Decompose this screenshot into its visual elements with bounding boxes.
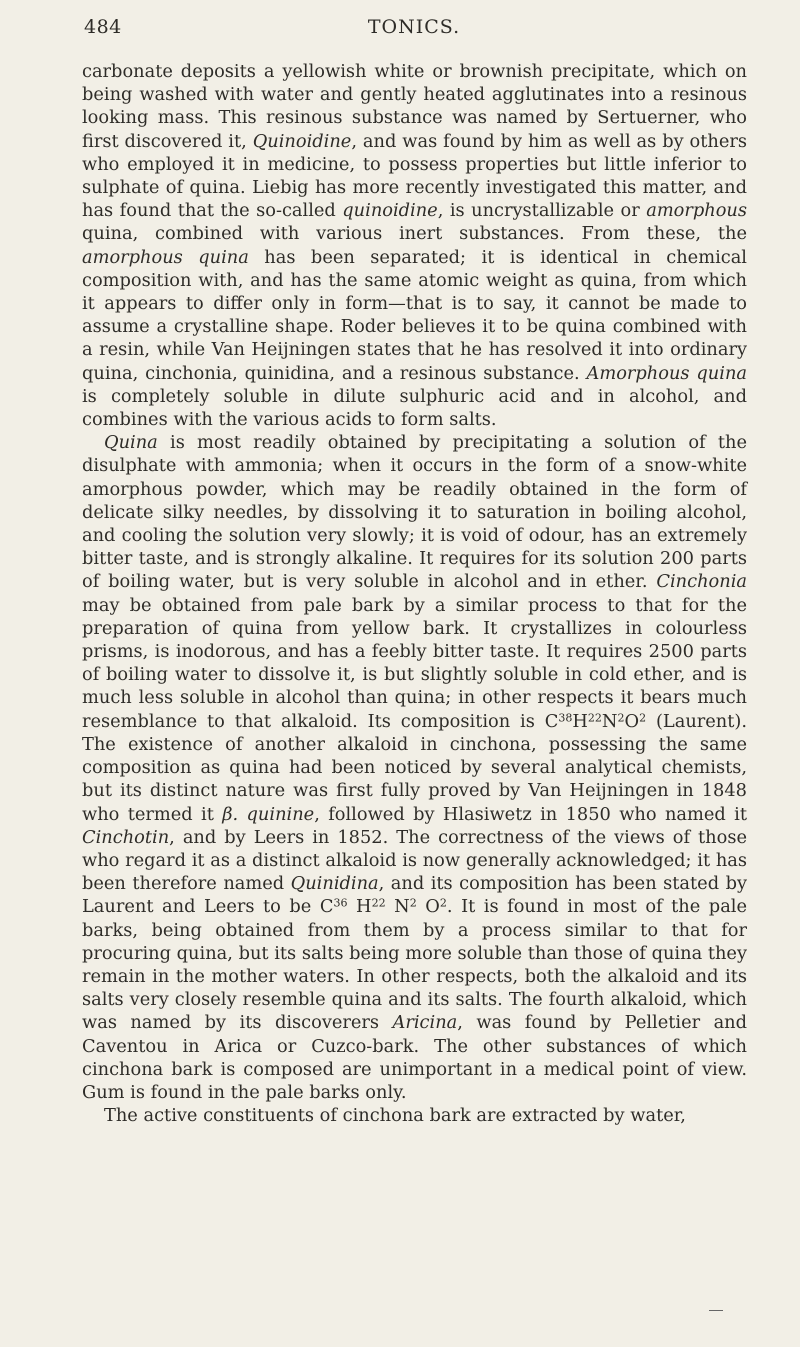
body-text (82, 60, 747, 1127)
paragraph: Quina is most readily obtained by precipitating a solution of the disulphate with ammonia; when it occurs in the form of a snow-white amorphous powder, which may be readily obtained in the form of delicate silky needles, by dissolving it to saturation in boiling alcohol, and cooling the solution very slowly; it is void of odour, has an extremely bitter taste, and is strongly alkaline. It requires for its solution 200 parts of boiling water, but is very soluble in alcohol and in ether. Cinchonia may be obtained from pale bark by a similar process to that for the preparation of quina from yellow bark. It crystallizes in colourless prisms, is inodorous, and has a feebly bitter taste. It requires 2500 parts of boiling water to dissolve it, is but slightly soluble in cold ether, and is much less soluble in alcohol than quina; in other respects it bears much resemblance to that alkaloid. Its composition is $C^{38}H^{22}N^2O^2$ (Laurent). The existence of another alkaloid in cinchona, possessing the same composition as quina had been noticed by several analytical chemists, but its distinct nature was first fully proved by Van Heijningen in 1848 who termed it β. quinine, followed by Hlasiwetz in 1850 who named it Cinchotin, and by Leers in 1852. The correctness of the views of those who regard it as a distinct alkaloid is now generally acknowledged; it has been therefore named Quinidina, and its composition has been stated by Laurent and Leers to be $C^{36}$ $H^{22}$ $N^2$ $O^2$. It is found in most of the pale barks, being obtained from them by a process similar to that for procuring quina, but its salts being more soluble than those of quina they remain in the mother waters. In other respects, both the alkaloid and its salts very closely resemble quina and its salts. The fourth alkaloid, which was named by its discoverers Aricina, was found by Pelletier and Caventou in Arica or Cuzco-bark. The other substances of which cinchona bark is composed are unimportant in a medical point of view. Gum is found in the pale barks only. (82, 432, 748, 1103)
paragraph: carbonate deposits a yellowish white or brownish precipitate, which on being washed with water and gently heated agglutinates into a resinous looking mass. This resinous substance was named by Sertuerner, who first discovered it, Quinoidine, and was found by him as well as by others who employed it in medicine, to possess properties but little inferior to sulphate of quina. Liebig has more recently investigated this matter, and has found that the so-called quinoidine, is uncrystallizable or amorphous quina, combined with various inert substances. From these, the amorphous quina has been separated; it is identical in chemical composition with, and has the same atomic weight as quina, from which it appears to differ only in form—that is to say, it cannot be made to assume a crystalline shape. Roder believes it to be quina combined with a resin, while Van Heijningen states that he has resolved it into ordinary quina, cinchonia, quinidina, and a resinous substance. Amorphous quina is completely soluble in dilute sulphuric acid and in alcohol, and combines with the various acids to form salts. (82, 61, 748, 431)
running-title: TONICS. (367, 16, 461, 38)
catchword-mark (709, 1310, 723, 1311)
paragraph: The active constituents of cinchona bark are extracted by water, (104, 1105, 686, 1127)
page-number: 484 (84, 16, 122, 38)
page-header (84, 16, 744, 50)
